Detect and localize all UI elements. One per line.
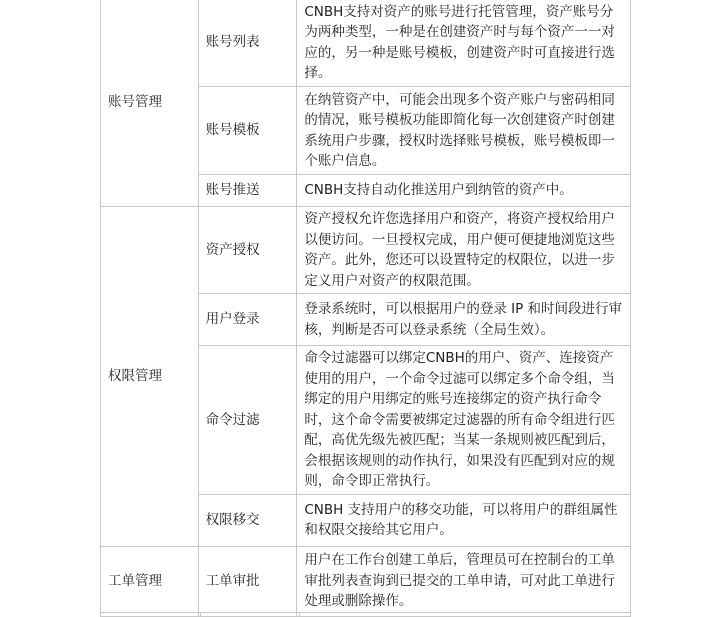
feature-account-list: 账号列表 <box>198 0 297 87</box>
group-permission-management: 权限管理 <box>101 207 199 547</box>
feature-table <box>100 0 631 617</box>
desc-account-push: CNBH支持自动化推送用户到纳管的资产中。 <box>297 175 631 207</box>
feature-ticket-approval: 工单审批 <box>198 546 297 616</box>
table-continuation <box>100 612 631 617</box>
feature-account-push: 账号推送 <box>198 175 297 207</box>
feature-user-login: 用户登录 <box>198 294 297 346</box>
table-row <box>101 546 631 616</box>
desc-user-login: 登录系统时，可以根据用户的登录 IP 和时间段进行审核，判断是否可以登录系统（全局生效）。 <box>297 294 631 346</box>
table-row <box>101 207 631 294</box>
desc-account-list: CNBH支持对资产的账号进行托管管理，资产账号分为两种类型，一种是在创建资产时与每个资产一一对应的，另一种是账号模板，创建资产时可直接进行选择。 <box>297 0 631 87</box>
desc-command-filter: 命令过滤器可以绑定CNBH的用户、资产、连接资产使用的用户，一个命令过滤可以绑定多个命令组，当绑定的用户用绑定的账号连接绑定的资产执行命令时，这个命令需要被绑定过滤器的所有命令组进行匹配，高优先级先被匹配；当某一条规则被匹配到后，会根据该规则的动作执行，如果没有匹配到对应的规则，命令即正常执行。 <box>297 346 631 495</box>
feature-asset-authorization: 资产授权 <box>198 207 297 294</box>
table-row <box>101 0 631 87</box>
desc-account-template: 在纳管资产中，可能会出现多个资产账户与密码相同的情况，账号模板功能即简化每一次创建资产时创建系统用户步骤，授权时选择账号模板，账号模板即一个账户信息。 <box>297 87 631 175</box>
desc-asset-authorization: 资产授权允许您选择用户和资产，将资产授权给用户以便访问。一旦授权完成，用户便可便捷地浏览这些资产。此外，您还可以设置特定的权限位，以进一步定义用户对资产的权限范围。 <box>297 207 631 294</box>
group-ticket-management: 工单管理 <box>101 546 199 616</box>
feature-command-filter: 命令过滤 <box>198 346 297 495</box>
desc-ticket-approval: 用户在工作台创建工单后，管理员可在控制台的工单审批列表查询到已提交的工单申请，可对此工单进行处理或删除操作。 <box>297 546 631 616</box>
desc-permission-transfer: CNBH 支持用户的移交功能，可以将用户的群组属性和权限交接给其它用户。 <box>297 494 631 546</box>
group-account-management: 账号管理 <box>101 0 199 207</box>
feature-permission-transfer: 权限移交 <box>198 494 297 546</box>
feature-account-template: 账号模板 <box>198 87 297 175</box>
